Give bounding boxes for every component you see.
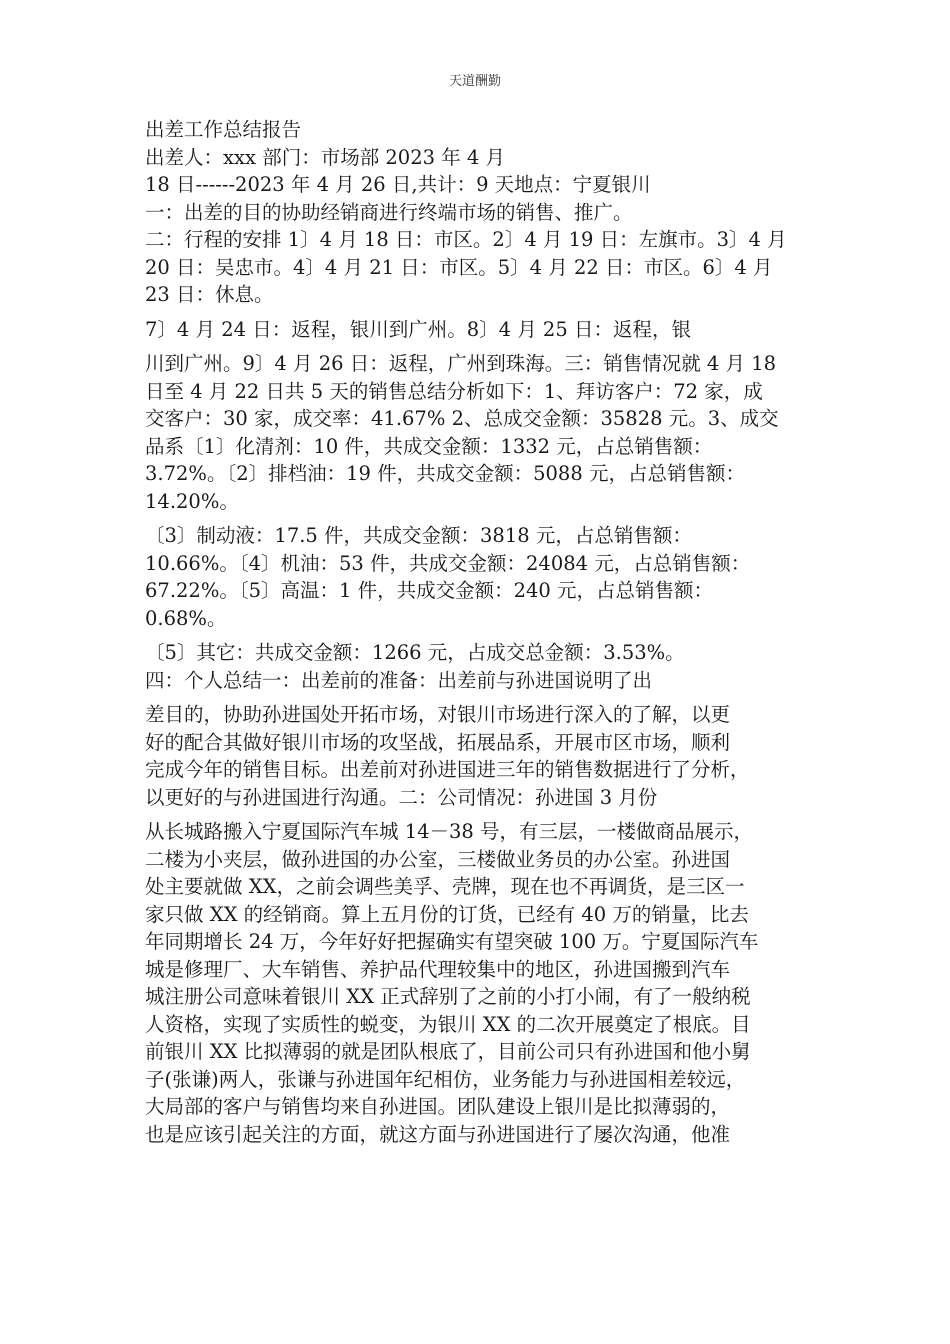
- text-line: 好的配合其做好银川市场的攻坚战，拓展品系，开展市区市场，顺利: [145, 730, 731, 754]
- text-line: 交客户：30 家，成交率：41.67% 2、总成交金额：35828 元。3、成交: [145, 407, 779, 430]
- text-line: 大局部的客户与销售均来自孙进国。团队建设上银川是比拟薄弱的，: [145, 1095, 731, 1118]
- document-body: [145, 116, 815, 1148]
- text-line: 子(张谦)两人，张谦与孙进国年纪相仿，业务能力与孙进国相差较远，: [145, 1067, 746, 1091]
- text-line: 城是修理厂、大车销售、养护品代理较集中的地区，孙进国搬到汽车: [145, 957, 731, 981]
- text-line: 18 日------2023 年 4 月 26 日,共计：9 天地点：宁夏银川: [145, 173, 651, 196]
- text-line: 四：个人总结一：出差前的准备：出差前与孙进国说明了出: [145, 668, 653, 692]
- text-line: 3.72%。〔2〕排档油：19 件，共成交金额：5088 元，占总销售额：: [145, 462, 745, 485]
- text-line: 20 日：吴忠市。4〕4 月 21 日：市区。5〕4 月 22 日：市区。6〕4 月: [145, 255, 773, 279]
- text-line: 0.68%。: [145, 606, 227, 630]
- document-title: 出差工作总结报告: [145, 118, 302, 141]
- text-line: 从长城路搬入宁夏国际汽车城 14－38 号，有三层，一楼做商品展示，: [145, 820, 754, 843]
- text-line: 也是应该引起关注的方面，就这方面与孙进国进行了屡次沟通，他准: [145, 1122, 731, 1146]
- text-line: 一：出差的目的协助经销商进行终端市场的销售、推广。: [145, 200, 633, 224]
- text-line: 10.66%。〔4〕机油：53 件，共成交金额：24084 元，占总销售额：: [145, 551, 751, 575]
- text-line: 年同期增长 24 万，今年好好把握确实有望突破 100 万。宁夏国际汽车: [145, 930, 759, 953]
- text-line: 差目的，协助孙进国处开拓市场，对银川市场进行深入的了解，以更: [145, 703, 731, 726]
- text-line: 二楼为小夹层，做孙进国的办公室，三楼做业务员的办公室。孙进国: [145, 847, 731, 871]
- text-line: 67.22%。〔5〕高温：1 件，共成交金额：240 元，占总销售额：: [145, 579, 714, 602]
- text-line: 完成今年的销售目标。出差前对孙进国进三年的销售数据进行了分析，: [145, 758, 750, 781]
- text-line: 14.20%。: [145, 489, 239, 513]
- text-line: 城注册公司意味着银川 XX 正式辞别了之前的小打小闹，有了一般纳税: [145, 985, 751, 1008]
- text-line: 出差人：xxx 部门：市场部 2023 年 4 月: [145, 145, 506, 169]
- text-line: 〔5〕其它：共成交金额：1266 元，占成交总金额：3.53%。: [145, 641, 685, 664]
- text-line: 日至 4 月 22 日共 5 天的销售总结分析如下：1、拜访客户：72 家，成: [145, 379, 763, 403]
- text-line: 前银川 XX 比拟薄弱的就是团队根底了，目前公司只有孙进国和他小舅: [145, 1040, 751, 1063]
- text-line: 以更好的与孙进国进行沟通。二：公司情况：孙进国 3 月份: [145, 785, 658, 809]
- text-line: 二：行程的安排 1〕4 月 18 日：市区。2〕4 月 19 日：左旗市。3〕4 月: [145, 228, 787, 251]
- text-line: 川到广州。9〕4 月 26 日：返程，广州到珠海。三：销售情况就 4 月 18: [145, 352, 777, 375]
- text-line: 23 日：休息。: [145, 283, 274, 306]
- text-line: 家只做 XX 的经销商。算上五月份的订货，已经有 40 万的销量，比去: [145, 902, 749, 926]
- page-header: 天道酬勤: [448, 74, 501, 89]
- text-line: 人资格，实现了实质性的蜕变，为银川 XX 的二次开展奠定了根底。目: [145, 1012, 751, 1036]
- text-line: 品系〔1〕化清剂：10 件，共成交金额：1332 元，占总销售额：: [145, 434, 713, 458]
- text-line: 7〕4 月 24 日：返程，银川到广州。8〕4 月 25 日：返程，银: [145, 317, 691, 341]
- text-line: 〔3〕制动液：17.5 件，共成交金额：3818 元，占总销售额：: [145, 524, 692, 547]
- text-line: 处主要就做 XX，之前会调些美孚、壳牌，现在也不再调货，是三区一: [145, 875, 745, 898]
